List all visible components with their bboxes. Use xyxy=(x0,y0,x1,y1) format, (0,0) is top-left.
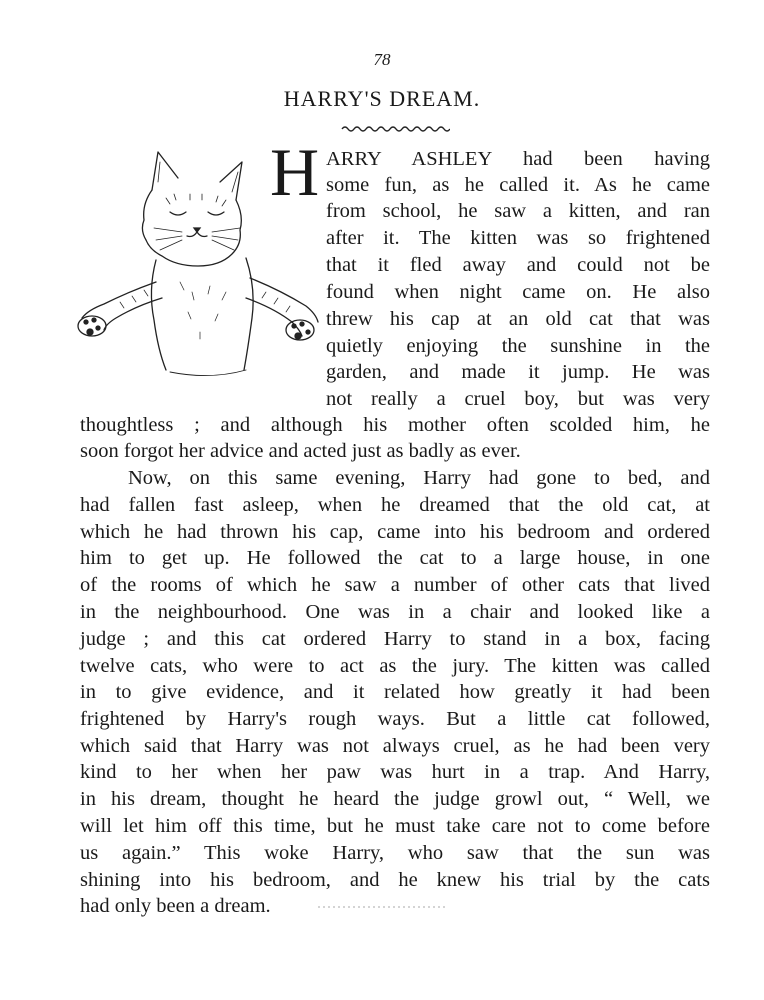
text-line: which he had thrown his cap, came into his bedroom and ordered xyxy=(80,521,710,543)
text-line: in to give evidence, and it related how greatly it had been xyxy=(80,681,710,703)
wavy-rule-ornament xyxy=(340,122,450,136)
text-line: Now, on this same evening, Harry had gone to bed, and xyxy=(128,467,710,489)
page-number: 78 xyxy=(373,50,391,69)
faint-dotted-rule xyxy=(318,905,448,909)
text-line: from school, he saw a kitten, and ran xyxy=(326,200,710,222)
text-line: thoughtless ; and although his mother often scolded him, he xyxy=(80,414,710,436)
text-line: us again.” This woke Harry, who saw that the sun was xyxy=(80,842,710,864)
text-line: garden, and made it jump. He was xyxy=(326,361,710,383)
text-line: kind to her when her paw was hurt in a trap. And Harry, xyxy=(80,761,710,783)
text-line: of the rooms of which he saw a number of other cats that lived xyxy=(80,574,710,596)
text-line: threw his cap at an old cat that was xyxy=(326,308,710,330)
text-line: in his dream, thought he heard the judge growl out, “ Well, we xyxy=(80,788,710,810)
text-line: some fun, as he called it. As he came xyxy=(326,174,710,196)
text-line: found when night came on. He also xyxy=(326,281,710,303)
text-line: soon forgot her advice and acted just as badly as ever. xyxy=(80,440,521,462)
text-line: had fallen fast asleep, when he dreamed that the old cat, at xyxy=(80,494,710,516)
page-title: HARRY'S DREAM. xyxy=(283,86,481,111)
text-line: not really a cruel boy, but was very xyxy=(326,388,710,410)
text-line: in the neighbourhood. One was in a chair and looked like a xyxy=(80,601,710,623)
text-line: after it. The kitten was so frightened xyxy=(326,227,710,249)
text-line: which said that Harry was not always cruel, as he had been very xyxy=(80,735,710,757)
text-line: frightened by Harry's rough ways. But a little cat followed, xyxy=(80,708,710,730)
text-line: shining into his bedroom, and he knew his trial by the cats xyxy=(80,869,710,891)
text-line: him to get up. He followed the cat to a large house, in one xyxy=(80,547,710,569)
text-line: ARRY ASHLEY had been having xyxy=(326,148,710,170)
text-line: will let him off this time, but he must take care not to come before xyxy=(80,815,710,837)
text-line: quietly enjoying the sunshine in the xyxy=(326,335,710,357)
text-line: that it fled away and could not be xyxy=(326,254,710,276)
text-line: twelve cats, who were to act as the jury. The kitten was called xyxy=(80,655,710,677)
text-line: judge ; and this cat ordered Harry to stand in a box, facing xyxy=(80,628,710,650)
drop-cap: H xyxy=(270,134,320,210)
text-line: had only been a dream. xyxy=(80,895,271,917)
